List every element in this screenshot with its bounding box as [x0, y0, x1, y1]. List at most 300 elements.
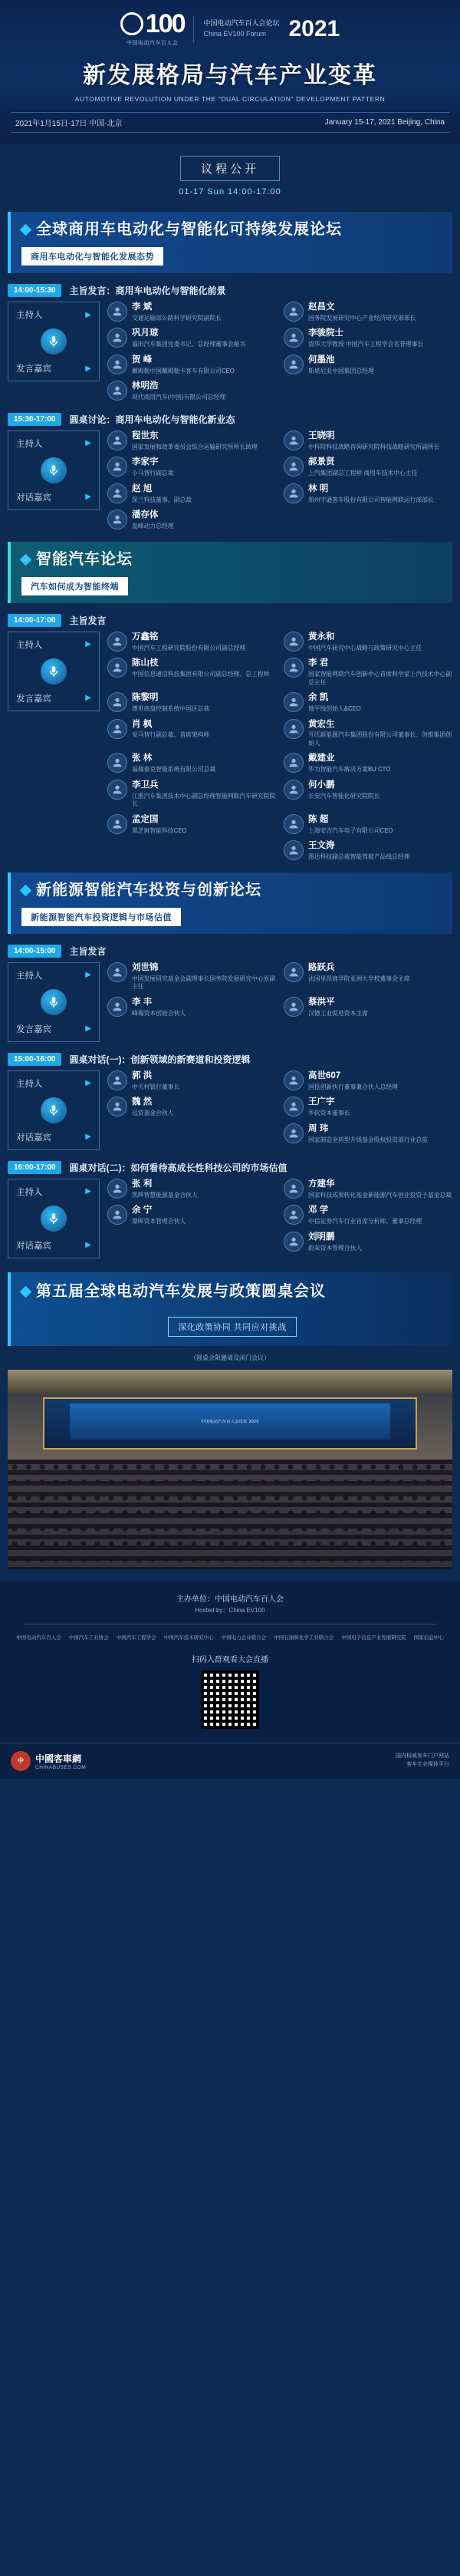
role-host [16, 308, 91, 321]
site-bottom-bar [0, 1743, 460, 1779]
speaker-item [284, 355, 452, 375]
host-cn: 主办单位：中国电动汽车百人会 [176, 1595, 284, 1604]
speaker-title: 深兰科技董事、副总裁 [132, 496, 192, 503]
speaker-title: 远资基金合伙人 [132, 1110, 174, 1117]
speaker-title: 开沃新能源汽车集团股份有限公司董事长、创维集团创始人 [308, 731, 452, 747]
qr-code-image[interactable] [201, 1671, 259, 1729]
speaker-item [107, 430, 276, 451]
supporter-item: 中国汽车技术研究中心 [163, 1634, 214, 1641]
session-1 [8, 212, 452, 531]
speaker-grid [107, 632, 452, 862]
speaker-name: 余 凯 [308, 693, 329, 703]
speaker-name: 郝景贤 [308, 457, 335, 467]
speaker-name: 陈黎明 [132, 693, 159, 703]
session-header [8, 212, 452, 273]
speaker-name: 陈山枝 [132, 658, 159, 668]
chevron-right-icon: ▶ [85, 439, 91, 448]
avatar [107, 692, 127, 712]
speaker-name: 黄宏生 [308, 719, 335, 729]
time-chip: 15:00-16:00 [8, 1053, 61, 1066]
time-chip: 16:00-17:00 [8, 1161, 61, 1174]
supporter-item: 中国电子信息产业发展研究院 [341, 1634, 406, 1641]
avatar [284, 780, 304, 800]
role-guest-label: 发言嘉宾 [16, 694, 51, 704]
speaker-name: 魏 然 [132, 1097, 153, 1107]
speaker-title: 凯辉智慧能源基金合伙人 [132, 1191, 198, 1199]
speaker-title: 中国汽车研究中心战略与政策研究中心主任 [308, 644, 422, 651]
avatar [284, 658, 304, 678]
avatar [284, 1097, 304, 1116]
time-label: 圆桌讨论：商用车电动化与智能化新业态 [69, 414, 235, 425]
supporter-item: 中国汽车工业协会 [68, 1634, 109, 1641]
microphone-icon [41, 1206, 67, 1232]
time-label: 圆桌对话(二)：如何看待高成长性科技公司的市场估值 [69, 1162, 288, 1173]
session-title [21, 880, 443, 901]
logo-number-text: 100 [145, 9, 185, 38]
speaker-title: 上海安吉汽车电子有限公司CEO [308, 826, 393, 834]
microphone-icon [41, 328, 67, 355]
role-guest-label: 发言嘉宾 [16, 364, 51, 374]
time-chip: 14:00-17:00 [8, 614, 61, 627]
chevron-right-icon: ▶ [85, 493, 91, 502]
forum-name-cn: 中国电动汽车百人会论坛 [203, 19, 280, 27]
diamond-bullet-icon [20, 554, 32, 566]
role-box [8, 1179, 100, 1258]
speaker-name: 万鑫铭 [132, 632, 159, 642]
role-box [8, 632, 100, 711]
speaker-name: 郭 洪 [132, 1070, 153, 1080]
sessions-list [0, 212, 460, 1258]
speaker-item [107, 328, 276, 348]
speaker-item [284, 780, 452, 809]
speaker-name: 刘世锦 [132, 962, 159, 972]
speaker-name: 方建华 [308, 1179, 335, 1189]
avatar [284, 355, 304, 374]
speaker-item [284, 302, 452, 322]
qr-title: 扫码入群观看大会直播 [192, 1655, 268, 1664]
speaker-item [284, 997, 452, 1018]
speaker-item [107, 658, 276, 687]
avatar [284, 997, 304, 1017]
time-chip: 15:30-17:00 [8, 413, 61, 426]
role-host-label: 主持人 [16, 971, 43, 981]
supporter-list [8, 1634, 452, 1641]
speaker-grid [107, 962, 452, 1018]
microphone-icon [41, 457, 67, 483]
avatar [284, 692, 304, 712]
header-divider [193, 16, 194, 42]
diamond-bullet-icon [20, 224, 32, 236]
time-label: 圆桌对话(一)：创新领域的新赛道和投资逻辑 [69, 1054, 251, 1065]
speaker-name: 赵昌文 [308, 302, 335, 312]
avatar [284, 1123, 304, 1143]
site-name-cn: 中國客車網 [35, 1753, 82, 1764]
speaker-title: 国投创新执行董事兼合伙人总经理 [308, 1083, 398, 1090]
role-host-label: 主持人 [16, 311, 43, 320]
speaker-item [107, 1097, 276, 1117]
speaker-title: 中关村银行董事长 [132, 1083, 180, 1090]
speaker-name: 刘明鹏 [308, 1232, 335, 1242]
speaker-name: 周 玮 [308, 1123, 329, 1133]
photo-screen-caption: 中国电动汽车百人会论坛 2020 [201, 1419, 259, 1424]
speaker-title: 汉德工业促进资本主席 [308, 1009, 368, 1017]
role-guest [16, 1239, 91, 1252]
session-body [8, 962, 452, 1042]
avatar [107, 302, 127, 322]
avatar [284, 840, 304, 860]
chevron-right-icon: ▶ [85, 971, 91, 980]
speaker-item [107, 381, 276, 401]
speaker-item [107, 719, 276, 748]
speaker-name: 孟定国 [132, 814, 159, 824]
role-guest [16, 491, 91, 503]
speaker-item [107, 510, 276, 530]
role-guest [16, 362, 91, 374]
site-tagline-1: 国内权威客车门户网站 [396, 1753, 449, 1760]
speaker-item [107, 457, 276, 477]
chevron-right-icon: ▶ [85, 640, 91, 649]
time-label: 主旨发言 [69, 945, 107, 957]
role-host [16, 1186, 91, 1198]
avatar [107, 457, 127, 477]
session-title-text: 全球商用车电动化与智能化可持续发展论坛 [36, 221, 342, 238]
poster-footer [0, 1582, 460, 1743]
session-header [8, 542, 452, 603]
avatar [284, 753, 304, 773]
speaker-title: 觉马智行副总裁、首席架构师 [132, 731, 210, 739]
speaker-title: 盈峰动力总经理 [132, 523, 174, 530]
diamond-bullet-icon [20, 885, 32, 897]
avatar [107, 430, 127, 450]
speaker-grid [107, 1179, 452, 1252]
avatar [284, 719, 304, 739]
speaker-item [284, 719, 452, 748]
speaker-item [107, 1070, 276, 1091]
chevron-right-icon: ▶ [85, 310, 91, 319]
speaker-name: 邓 学 [308, 1206, 329, 1215]
avatar [107, 328, 127, 348]
role-host [16, 437, 91, 450]
forum-name-en: China EV100 Forum [203, 29, 267, 38]
speaker-title: 国家智能网联汽车创新中心首席科学家上汽技术中心副总主任 [308, 671, 452, 686]
host-en: Hosted by：China EV100 [195, 1606, 265, 1614]
speaker-item [284, 1205, 452, 1225]
session-time-row [8, 614, 452, 627]
venue-photo [8, 1370, 452, 1569]
speaker-name: 赵 旭 [132, 483, 153, 493]
speaker-name: 李 斌 [132, 302, 153, 312]
speaker-name: 黄永和 [308, 632, 335, 642]
forum-year: 2021 [288, 15, 340, 41]
speaker-name: 余 宁 [132, 1206, 153, 1215]
speaker-item [284, 457, 452, 477]
chevron-right-icon: ▶ [85, 1241, 91, 1250]
speaker-name: 潘存体 [132, 510, 159, 520]
speaker-title: 中国发展研究基金会副理事长国务院发展研究中心原副主任 [132, 975, 276, 991]
speaker-name: 张 利 [132, 1179, 153, 1189]
avatar [107, 1205, 127, 1225]
speaker-item [284, 658, 452, 687]
time-label: 主旨发言：商用车电动化与智能化前景 [69, 285, 226, 296]
speaker-item [107, 302, 276, 322]
role-guest-label: 对话嘉宾 [16, 493, 51, 503]
speaker-name: 何小鹏 [308, 780, 335, 790]
role-guest-label: 对话嘉宾 [16, 1133, 51, 1143]
speaker-item [107, 692, 276, 713]
date-bar [11, 112, 449, 133]
session-subtitle: 汽车如何成为智能终端 [21, 577, 128, 595]
speaker-title: 图达科技副总裁智能驾驶产品线总经理 [308, 853, 410, 861]
speaker-title: 国家发展和改革委员会综合运输研究所所长助理 [132, 443, 258, 450]
speaker-item [107, 355, 276, 375]
agenda-time: 01-17 Sun 14:00-17:00 [179, 187, 281, 196]
session-title-text: 智能汽车论坛 [36, 550, 133, 568]
role-host [16, 638, 91, 651]
speaker-item [284, 840, 452, 861]
speaker-item [107, 814, 276, 835]
speaker-item [107, 1205, 276, 1225]
speaker-title: 上汽集团副总工程师 商用车技术中心主任 [308, 470, 418, 477]
speaker-name: 何墨池 [308, 355, 335, 364]
microphone-icon [41, 658, 67, 684]
speaker-title: 斯堪尼亚中国集团总经理 [308, 367, 374, 374]
speaker-item [284, 483, 452, 504]
avatar [284, 328, 304, 348]
speaker-title: 郑州宇通客车股份有限公司智能网联运行部部长 [308, 496, 434, 503]
session-body [8, 430, 452, 531]
speaker-title: 黑芝麻智能科技CEO [132, 826, 187, 834]
role-guest [16, 1131, 91, 1143]
speaker-name: 戴建业 [308, 754, 335, 764]
speaker-title: 中信证券汽车行业首席分析师、董事总经理 [308, 1218, 422, 1225]
photo-ceiling [8, 1370, 452, 1394]
date-cn: 2021年1月15日-17日 中国·北京 [15, 120, 123, 128]
photo-screen [70, 1403, 390, 1440]
avatar [107, 997, 127, 1017]
session-body [8, 1179, 452, 1258]
speaker-title: 华为智能汽车解决方案BU CTO [308, 766, 391, 773]
speaker-title: 现代商用汽车(中国)有限公司总经理 [132, 394, 226, 401]
session-time-row [8, 1053, 452, 1066]
speaker-title: 中科院科技战略咨询研究院科技战略研究所副所长 [308, 443, 440, 450]
role-guest [16, 1023, 91, 1035]
speaker-title: 地平线创始人&CEO [308, 704, 361, 712]
agenda-badge: 议程公开 [180, 156, 280, 181]
site-tagline-2: 客车专业媒体平台 [406, 1761, 449, 1767]
role-host [16, 1077, 91, 1090]
header-logo-row [0, 0, 460, 51]
photo-audience-heads [8, 1460, 452, 1569]
speaker-title: 戴姆勒中国戴姆勒卡客车有限公司CEO [132, 367, 235, 374]
role-host [16, 969, 91, 981]
session-title [21, 219, 443, 240]
chevron-right-icon: ▶ [85, 1079, 91, 1088]
chevron-right-icon: ▶ [85, 1133, 91, 1142]
speaker-grid [107, 302, 452, 402]
session-time-row [8, 413, 452, 426]
qr-section [8, 1653, 452, 1729]
speaker-name: 林 明 [308, 483, 329, 493]
speaker-title: 中国信息通信科技集团有限公司副总经理、总工程师 [132, 671, 270, 678]
speaker-title: 福田汽车集团党委书记、总经理董事会秘书 [132, 341, 246, 348]
speaker-title: 小马智行副总裁 [132, 470, 174, 477]
site-logo-icon: 中 [11, 1751, 31, 1771]
speaker-item [107, 1179, 276, 1199]
session-body [8, 302, 452, 402]
role-guest-label: 发言嘉宾 [16, 1024, 51, 1034]
final-session-subtitle: 深化政策协同 共同应对挑战 [168, 1317, 297, 1337]
avatar [107, 483, 127, 503]
speaker-title: 清华大学教授 中国汽车工程学会名誉理事长 [308, 341, 424, 348]
speaker-name: 肖 枫 [132, 719, 153, 729]
role-guest [16, 692, 91, 704]
agenda-banner [0, 143, 460, 201]
speaker-item [284, 1179, 452, 1199]
date-en: January 15-17, 2021 Beijing, China [324, 118, 445, 127]
session-subtitle: 新能源智能汽车投资逻辑与市场估值 [21, 908, 181, 926]
chevron-right-icon: ▶ [85, 1187, 91, 1196]
microphone-icon [41, 1097, 67, 1123]
speaker-name: 王晓明 [308, 430, 335, 440]
site-brand[interactable] [11, 1751, 86, 1771]
speaker-title: 江淮汽车集团技术中心副总经理智能网联汽车研究院院长 [132, 792, 276, 808]
page-subtitle-en: AUTOMOTIVE REVOLUTION UNDER THE "DUAL CIRCULATION" DEVELOPMENT PATTERN [74, 95, 386, 103]
role-box [8, 1070, 100, 1150]
session-time-row [8, 1161, 452, 1174]
chevron-right-icon: ▶ [85, 694, 91, 703]
speaker-name: 王文涛 [308, 841, 335, 851]
speaker-title: 鼎晖资本管理合伙人 [132, 1218, 186, 1225]
session-subtitle: 商用车电动化与智能化发展态势 [21, 247, 163, 266]
speaker-name: 李家宇 [132, 457, 159, 467]
avatar [284, 1232, 304, 1252]
avatar [284, 632, 304, 651]
speaker-item [107, 632, 276, 652]
speaker-title: 峰瑞资本创始合伙人 [132, 1009, 186, 1017]
poster-header [0, 0, 460, 143]
speaker-name: 陈 超 [308, 814, 329, 824]
chevron-right-icon: ▶ [85, 364, 91, 373]
speaker-title: 交通运输部公路科学研究院副院长 [132, 314, 222, 322]
speaker-item [284, 753, 452, 773]
speaker-name: 程世东 [132, 430, 159, 440]
avatar [107, 753, 127, 773]
speaker-title: 中国汽车工程研究院股份有限公司副总经理 [132, 644, 246, 651]
speaker-title: 长安汽车智能化研究院院长 [308, 792, 380, 800]
avatar [284, 483, 304, 503]
speaker-item [284, 1097, 452, 1117]
speaker-title: 国家制造业转型升级基金股权投资部行业总监 [308, 1136, 428, 1143]
session-3 [8, 872, 452, 1258]
avatar [284, 302, 304, 322]
time-label: 主旨发言 [69, 615, 107, 626]
speaker-item [107, 780, 276, 809]
forum-name [203, 18, 279, 39]
time-chip: 14:00-15:30 [8, 284, 61, 297]
logo-number [120, 11, 185, 37]
role-box [8, 962, 100, 1042]
role-box [8, 302, 100, 381]
speaker-name: 路跃兵 [308, 962, 335, 972]
logo-ring-icon [120, 12, 143, 35]
speaker-item [284, 632, 452, 652]
speaker-title: 华软资本董事长 [308, 1110, 350, 1117]
session-header [8, 872, 452, 934]
avatar [107, 1070, 127, 1090]
speaker-item [107, 753, 276, 773]
role-host-label: 主持人 [16, 1187, 43, 1197]
supporter-item: 中国电力企业联合会 [221, 1634, 267, 1641]
supporter-item: 国家信息中心 [413, 1634, 444, 1641]
site-name-en: CHINABUSES.COM [35, 1764, 87, 1770]
diamond-bullet-icon [20, 1286, 32, 1298]
supporter-item: 中国石油和化学工业联合会 [274, 1634, 334, 1641]
avatar [107, 719, 127, 739]
session-body [8, 632, 452, 862]
avatar [107, 658, 127, 678]
speaker-item [284, 1070, 452, 1091]
avatar [284, 814, 304, 834]
avatar [107, 962, 127, 982]
avatar [284, 1205, 304, 1225]
speaker-title: 国家科技成果转化基金新能源汽车创业投资子基金总裁 [308, 1191, 452, 1199]
speaker-title: 蔚来资本管理合伙人 [308, 1244, 363, 1252]
avatar [107, 1179, 127, 1199]
role-guest-label: 对话嘉宾 [16, 1241, 51, 1251]
session-body [8, 1070, 452, 1150]
speaker-title: 法国里昂商学院亚洲大学校董事会主席 [308, 975, 410, 982]
avatar [107, 632, 127, 651]
speaker-name: 林明浩 [132, 381, 159, 391]
microphone-icon [41, 989, 67, 1015]
avatar [107, 355, 127, 374]
avatar [284, 430, 304, 450]
speaker-title: 福瑞泰克智能系统有限公司总裁 [132, 766, 216, 773]
avatar [284, 1179, 304, 1199]
speaker-item [284, 328, 452, 348]
avatar [107, 780, 127, 800]
speaker-item [107, 997, 276, 1018]
speaker-name: 贺 峰 [132, 355, 153, 364]
ev100-logo [120, 11, 185, 47]
speaker-grid [107, 1070, 452, 1144]
avatar [284, 962, 304, 982]
page-title: 新发展格局与汽车产业变革 [83, 63, 377, 88]
speaker-name: 王广宇 [308, 1097, 335, 1107]
role-host-label: 主持人 [16, 640, 43, 650]
final-session-title: 第五届全球电动汽车发展与政策圆桌会议 [21, 1281, 443, 1302]
avatar [284, 1070, 304, 1090]
chevron-right-icon: ▶ [85, 1024, 91, 1034]
supporter-item: 中国汽车工程学会 [116, 1634, 156, 1641]
role-host-label: 主持人 [16, 439, 43, 449]
speaker-item [284, 430, 452, 451]
speaker-name: 高世607 [308, 1070, 341, 1080]
speaker-name: 李骏院士 [308, 328, 343, 338]
final-session-note: （圆桌会限邀请及闭门会议） [190, 1354, 270, 1361]
speaker-item [284, 814, 452, 835]
speaker-item [284, 962, 452, 991]
speaker-title: 国务院发展研究中心产业经济研究部部长 [308, 314, 416, 322]
speaker-item [107, 483, 276, 504]
speaker-name: 李 丰 [132, 997, 153, 1007]
avatar [284, 457, 304, 477]
speaker-title: 博世底盘控制系统中国区总裁 [132, 704, 210, 712]
logo-subtext: 中国电动汽车百人会 [126, 41, 179, 46]
avatar [107, 510, 127, 529]
site-tagline [396, 1753, 449, 1769]
time-chip: 14:00-15:00 [8, 945, 61, 958]
